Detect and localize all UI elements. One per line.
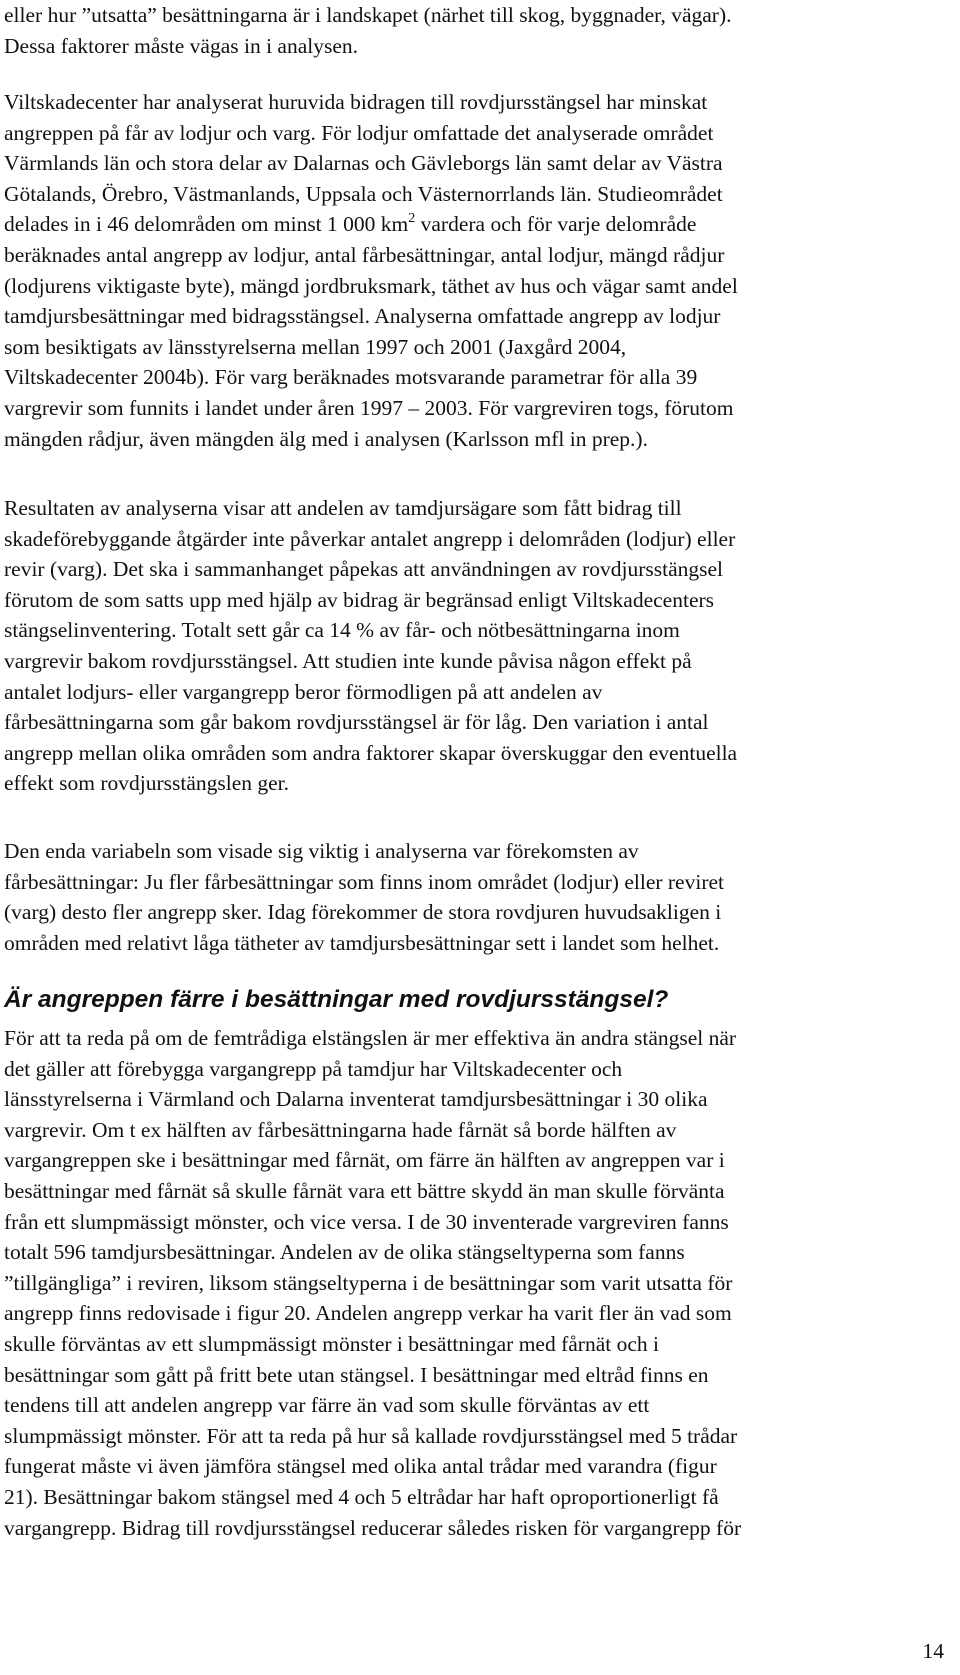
text-line: Dessa faktorer måste vägas in i analysen.: [4, 33, 359, 58]
text-line: länsstyrelserna i Värmland och Dalarna inventerat tamdjursbesättningar i 30 olika: [4, 1087, 708, 1112]
page-number: 14: [922, 1639, 944, 1663]
text-line: fårbesättningarna som går bakom rovdjursstängsel är för låg. Den variation i antal: [4, 710, 709, 735]
text-line: vargangrepp. Bidrag till rovdjursstängsel reducerar således risken för vargangrepp för: [4, 1515, 742, 1540]
paragraph-3: [4, 493, 934, 799]
text-line: För att ta reda på om de femtrådiga elstängslen är mer effektiva än andra stängsel när: [4, 1026, 737, 1050]
text-segment: delades in i 46 delområden om minst 1 000 km: [4, 212, 409, 237]
text-line: vargrevir som funnits i landet under åren 1997 – 2003. För vargreviren togs, förutom: [4, 395, 734, 420]
paragraph-5: [4, 1023, 934, 1543]
text-line: slumpmässigt mönster. För att ta reda på hur så kallade rovdjursstängsel med 5 trådar: [4, 1423, 738, 1448]
text-line: angrepp mellan olika områden som andra faktorer skapar överskuggar den eventuella: [4, 740, 738, 765]
paragraph-1: [4, 0, 934, 61]
text-line: Värmlands län och stora delar av Dalarnas och Gävleborgs län samt delar av Västra: [4, 151, 723, 176]
text-line: eller hur ”utsatta” besättningarna är i landskapet (närhet till skog, byggnader, vägar).: [4, 3, 732, 27]
text-line: revir (varg). Det ska i sammanhanget påpekas att användningen av rovdjursstängsel: [4, 557, 724, 582]
text-line: (varg) desto fler angrepp sker. Idag förekommer de stora rovdjuren huvudsakligen i: [4, 900, 722, 925]
text-line: besättningar som gått på fritt bete utan stängsel. I besättningar med eltråd finns en: [4, 1362, 709, 1387]
text-line: som besiktigats av länsstyrelserna mellan 1997 och 2001 (Jaxgård 2004,: [4, 334, 627, 359]
text-line: 21). Besättningar bakom stängsel med 4 och 5 eltrådar har haft oproportionerligt få: [4, 1484, 719, 1509]
text-line: tamdjursbesättningar med bidragsstängsel. Analyserna omfattade angrepp av lodjur: [4, 304, 721, 329]
text-line: (lodjurens viktigaste byte), mängd jordbruksmark, täthet av hus och vägar samt andel: [4, 273, 738, 298]
text-line: antalet lodjurs- eller vargangrepp beror förmodligen på att andelen av: [4, 679, 603, 704]
text-line: angrepp finns redovisade i figur 20. Andelen angrepp verkar ha varit fler än vad som: [4, 1301, 732, 1326]
text-line: Götalands, Örebro, Västmanlands, Uppsala och Västernorrlands län. Studieområdet: [4, 181, 723, 206]
superscript: 2: [408, 211, 416, 227]
text-line: vargrevir. Om t ex hälften av fårbesättningarna hade fårnät så borde hälften av: [4, 1117, 677, 1142]
text-line: tendens till att andelen angrepp var färre än vad som skulle förväntas av ett: [4, 1393, 650, 1418]
text-segment: vardera och för varje delområde: [415, 212, 697, 237]
text-line: förutom de som satts upp med hjälp av bidrag är begränsad enligt Viltskadecenters: [4, 587, 715, 612]
text-line: effekt som rovdjursstängslen ger.: [4, 771, 290, 796]
text-line: besättningar med fårnät så skulle fårnät vara ett bättre skydd än man skulle förvänta: [4, 1178, 725, 1203]
text-line: Resultaten av analyserna visar att andelen av tamdjursägare som fått bidrag till: [4, 496, 682, 520]
text-line: fårbesättningar: Ju fler fårbesättningar som finns inom området (lodjur) eller reviret: [4, 869, 724, 894]
section-heading: Är angreppen färre i besättningar med rovdjursstängsel?: [4, 986, 669, 1013]
text-line: från ett slumpmässigt mönster, och vice versa. I de 30 inventerade vargreviren fanns: [4, 1209, 729, 1234]
text-line: Viltskadecenter har analyserat huruvida bidragen till rovdjursstängsel har minskat: [4, 90, 708, 114]
paragraph-4: [4, 836, 934, 958]
text-line: beräknades antal angrepp av lodjur, antal fårbesättningar, antal lodjur, mängd rådjur: [4, 242, 725, 267]
text-line: ”tillgängliga” i reviren, liksom stängseltyperna i de besättningar som varit utsatta för: [4, 1270, 733, 1295]
text-line: skulle förväntas av ett slumpmässigt mönster i besättningar med fårnät och i: [4, 1331, 659, 1356]
text-line: mängden rådjur, även mängden älg med i analysen (Karlsson mfl in prep.).: [4, 426, 648, 451]
text-line: angreppen på får av lodjur och varg. För lodjur omfattade det analyserade området: [4, 120, 714, 145]
text-line: [4, 209, 934, 240]
text-line: vargrevir bakom rovdjursstängsel. Att studien inte kunde påvisa någon effekt på: [4, 648, 692, 673]
text-line: skadeförebyggande åtgärder inte påverkar antalet angrepp i delområden (lodjur) eller: [4, 526, 736, 551]
paragraph-2: [4, 87, 934, 454]
text-line: vargangreppen ske i besättningar med fårnät, om färre än hälften av angreppen var i: [4, 1148, 725, 1173]
text-line: Den enda variabeln som visade sig viktig i analyserna var förekomsten av: [4, 839, 639, 863]
text-line: områden med relativt låga tätheter av tamdjursbesättningar sett i landet som helhet.: [4, 930, 720, 955]
text-line: stängselinventering. Totalt sett går ca 14 % av får- och nötbesättningarna inom: [4, 618, 680, 643]
text-line: det gäller att förebygga vargangrepp på tamdjur har Viltskadecenter och: [4, 1056, 623, 1081]
text-line: fungerat måste vi även jämföra stängsel med olika antal trådar med varandra (figur: [4, 1454, 717, 1479]
text-line: totalt 596 tamdjursbesättningar. Andelen av de olika stängseltyperna som fanns: [4, 1240, 685, 1265]
text-line: Viltskadecenter 2004b). För varg beräknades motsvarande parametrar för alla 39: [4, 365, 698, 390]
